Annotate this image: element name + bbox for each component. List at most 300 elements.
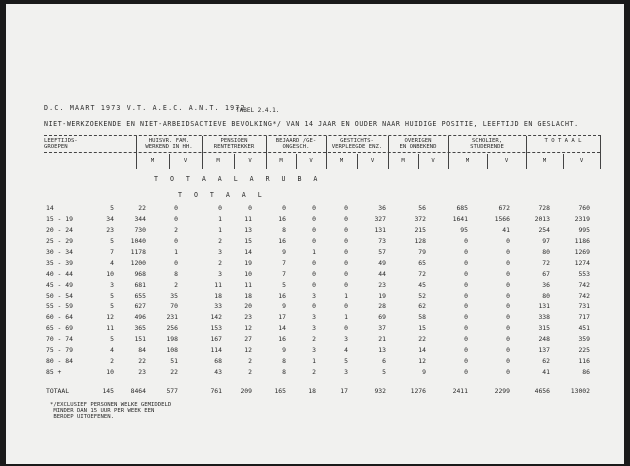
value-cell: 0	[506, 302, 510, 311]
value-cell: 730	[134, 226, 146, 235]
value-cell: 7	[282, 258, 286, 267]
value-cell: 12	[244, 346, 252, 355]
value-cell: 22	[138, 356, 146, 365]
value-cell: 86	[582, 367, 590, 376]
value-cell: 968	[134, 269, 146, 278]
value-cell: 1274	[574, 258, 590, 267]
value-cell: 3	[312, 313, 316, 322]
value-cell: 0	[312, 237, 316, 246]
table-title: NIET-WERKZOEKENDE EN NIET-ARBEIDSACTIEVE BEVOLKING*/ VAN 14 JAAR EN OUDER NAAR HUIDIGE POSITIE, LEEFTIJD EN GESLACHT.	[44, 120, 579, 128]
value-cell: 0	[344, 269, 348, 278]
age-group-cell: 70 - 74	[46, 335, 73, 344]
value-cell: 672	[498, 204, 510, 213]
value-cell: 225	[578, 346, 590, 355]
value-cell: 0	[312, 280, 316, 289]
value-cell: 2	[110, 356, 114, 365]
table-row	[40, 323, 590, 334]
value-cell: 248	[538, 335, 550, 344]
table-row	[40, 225, 590, 236]
value-cell: 728	[538, 204, 550, 213]
value-cell: 6	[382, 356, 386, 365]
value-cell: 108	[166, 346, 178, 355]
data-table	[40, 203, 590, 396]
value-cell: 11	[214, 280, 222, 289]
value-cell: 23	[244, 313, 252, 322]
value-cell: 23	[378, 280, 386, 289]
value-cell: 1186	[574, 237, 590, 246]
value-cell: 16	[278, 291, 286, 300]
value-cell: 0	[464, 367, 468, 376]
value-cell: 62	[542, 356, 550, 365]
value-cell: 1276	[410, 386, 426, 395]
value-cell: 0	[464, 248, 468, 256]
value-cell: 1	[218, 226, 222, 235]
column-header: OVERIGEN EN ONBEKEND	[399, 138, 437, 150]
value-cell: 338	[538, 313, 550, 322]
sex-label: M	[401, 158, 405, 164]
value-cell: 16	[278, 237, 286, 246]
value-cell: 33	[214, 302, 222, 311]
value-cell: 22	[170, 367, 178, 376]
table-row	[40, 268, 590, 279]
value-cell: 43	[214, 367, 222, 376]
value-cell: 1	[344, 291, 348, 300]
value-cell: 9	[282, 346, 286, 355]
value-cell: 0	[506, 237, 510, 246]
value-cell: 11	[244, 280, 252, 289]
table-row	[40, 257, 590, 268]
table-row	[40, 355, 590, 366]
total-row	[40, 377, 590, 396]
value-cell: 0	[464, 280, 468, 289]
value-cell: 209	[240, 386, 252, 395]
value-cell: 0	[344, 258, 348, 267]
age-group-cell: 14	[46, 204, 54, 213]
value-cell: 761	[210, 386, 222, 395]
value-cell: 165	[274, 386, 286, 395]
value-cell: 56	[418, 204, 426, 213]
value-cell: 1040	[130, 237, 146, 246]
age-group-cell: 40 - 44	[46, 269, 73, 278]
sex-label: M	[216, 158, 220, 164]
value-cell: 0	[312, 204, 316, 213]
value-cell: 717	[578, 313, 590, 322]
value-cell: 8	[282, 367, 286, 376]
value-cell: 2411	[452, 386, 468, 395]
value-cell: 8464	[130, 386, 146, 395]
column-header: BEJAARD /GE- ONGESCH.	[275, 138, 317, 150]
value-cell: 731	[578, 302, 590, 311]
value-cell: 365	[134, 324, 146, 333]
value-cell: 3	[312, 346, 316, 355]
column-header: PENSIOEN RENTETREKKER	[213, 138, 255, 150]
value-cell: 37	[378, 324, 386, 333]
value-cell: 0	[174, 215, 178, 224]
value-cell: 5	[110, 291, 114, 300]
value-cell: 685	[456, 204, 468, 213]
age-group-cell: 20 - 24	[46, 226, 73, 235]
value-cell: 0	[464, 302, 468, 311]
value-cell: 0	[218, 204, 222, 213]
value-cell: 0	[464, 237, 468, 246]
sex-label: V	[579, 158, 584, 164]
value-cell: 0	[464, 291, 468, 300]
value-cell: 51	[170, 356, 178, 365]
column-header: GESTICHTS- VERPLEEGDE ENZ.	[331, 138, 383, 150]
value-cell: 84	[138, 346, 146, 355]
value-cell: 0	[506, 313, 510, 322]
value-cell: 3	[312, 291, 316, 300]
column-header-box	[44, 135, 601, 169]
value-cell: 67	[542, 269, 550, 278]
value-cell: 2	[312, 335, 316, 344]
value-cell: 12	[106, 313, 114, 322]
table-row	[40, 334, 590, 345]
value-cell: 80	[542, 291, 550, 300]
age-group-cell: 65 - 69	[46, 324, 73, 333]
value-cell: 1566	[494, 215, 510, 224]
value-cell: 8	[282, 226, 286, 235]
value-cell: 0	[506, 258, 510, 267]
age-group-cell: 75 - 79	[46, 346, 73, 355]
value-cell: 17	[340, 386, 348, 395]
value-cell: 315	[538, 324, 550, 333]
value-cell: 256	[166, 324, 178, 333]
value-cell: 3	[218, 269, 222, 278]
value-cell: 1	[344, 313, 348, 322]
value-cell: 44	[378, 269, 386, 278]
value-cell: 72	[418, 269, 426, 278]
value-cell: 0	[464, 346, 468, 355]
value-cell: 0	[506, 269, 510, 278]
value-cell: 742	[578, 291, 590, 300]
value-cell: 49	[378, 258, 386, 267]
age-group-cell: 30 - 34	[46, 248, 73, 256]
value-cell: 19	[378, 291, 386, 300]
value-cell: 5	[110, 237, 114, 246]
age-group-cell: 60 - 64	[46, 313, 73, 322]
value-cell: 11	[106, 324, 114, 333]
value-cell: 0	[312, 302, 316, 311]
value-cell: 153	[210, 324, 222, 333]
value-cell: 68	[214, 356, 222, 365]
value-cell: 0	[464, 356, 468, 365]
value-cell: 0	[464, 258, 468, 267]
age-group-cell: TOTAAL	[46, 386, 70, 395]
value-cell: 5	[110, 335, 114, 344]
value-cell: 742	[578, 280, 590, 289]
value-cell: 1641	[452, 215, 468, 224]
value-cell: 655	[134, 291, 146, 300]
value-cell: 0	[312, 226, 316, 235]
sex-label: V	[504, 158, 509, 164]
value-cell: 80	[542, 248, 550, 256]
value-cell: 137	[538, 346, 550, 355]
value-cell: 0	[344, 215, 348, 224]
value-cell: 62	[418, 302, 426, 311]
value-cell: 1	[174, 248, 178, 256]
value-cell: 0	[282, 204, 286, 213]
table-row	[40, 279, 590, 290]
value-cell: 41	[542, 367, 550, 376]
value-cell: 932	[374, 386, 386, 395]
sex-label: M	[150, 158, 155, 164]
value-cell: 372	[414, 215, 426, 224]
value-cell: 198	[166, 335, 178, 344]
value-cell: 1	[218, 215, 222, 224]
value-cell: 9	[282, 302, 286, 311]
value-cell: 16	[278, 215, 286, 224]
sex-label: V	[370, 158, 375, 164]
value-cell: 97	[542, 237, 550, 246]
value-cell: 4	[110, 258, 114, 267]
value-cell: 0	[344, 237, 348, 246]
value-cell: 0	[344, 204, 348, 213]
value-cell: 2	[248, 356, 252, 365]
value-cell: 13	[244, 226, 252, 235]
sex-label: M	[542, 158, 547, 164]
value-cell: 0	[506, 291, 510, 300]
value-cell: 760	[578, 204, 590, 213]
value-cell: 0	[464, 313, 468, 322]
value-cell: 2	[312, 367, 316, 376]
value-cell: 496	[134, 313, 146, 322]
value-cell: 69	[378, 313, 386, 322]
table-row	[40, 214, 590, 225]
value-cell: 34	[106, 215, 114, 224]
value-cell: 41	[502, 226, 510, 235]
value-cell: 22	[418, 335, 426, 344]
value-cell: 45	[418, 280, 426, 289]
footnote: */EXCLUSIEF PERSONEN WELKE GEMIDDELD MINDER DAN 15 UUR PER WEEK EEN BEROEP UITOEFENEN.	[50, 402, 172, 420]
value-cell: 4656	[534, 386, 550, 395]
value-cell: 15	[418, 324, 426, 333]
subsection-title: T O T A A L	[178, 191, 266, 199]
value-cell: 73	[378, 237, 386, 246]
table-number: TABEL 2.4.1.	[236, 107, 280, 114]
value-cell: 451	[578, 324, 590, 333]
age-group-cell: 15 - 19	[46, 215, 73, 224]
value-cell: 3	[218, 248, 222, 256]
document-header: D.C. MAART 1973 V.T. A.E.C. A.N.T. 1972	[44, 104, 246, 112]
sex-label: V	[431, 158, 435, 164]
value-cell: 3	[344, 367, 348, 376]
column-header: SCHOLIER, STUDERENDE	[470, 138, 504, 150]
value-cell: 0	[506, 324, 510, 333]
value-cell: 0	[344, 226, 348, 235]
value-cell: 12	[418, 356, 426, 365]
value-cell: 2	[218, 237, 222, 246]
value-cell: 0	[506, 346, 510, 355]
value-cell: 327	[374, 215, 386, 224]
value-cell: 18	[244, 291, 252, 300]
sex-label: V	[183, 158, 188, 164]
value-cell: 7	[110, 248, 114, 256]
age-group-cell: 45 - 49	[46, 280, 73, 289]
age-group-cell: 55 - 59	[46, 302, 73, 311]
value-cell: 2	[174, 226, 178, 235]
value-cell: 0	[174, 237, 178, 246]
value-cell: 36	[378, 204, 386, 213]
value-cell: 0	[464, 324, 468, 333]
value-cell: 36	[542, 280, 550, 289]
age-group-cell: 25 - 29	[46, 237, 73, 246]
value-cell: 5	[382, 367, 386, 376]
value-cell: 114	[210, 346, 222, 355]
value-cell: 3	[312, 324, 316, 333]
sex-label: M	[339, 158, 344, 164]
table-row	[40, 366, 590, 377]
value-cell: 344	[134, 215, 146, 224]
value-cell: 10	[106, 367, 114, 376]
value-cell: 2	[174, 280, 178, 289]
scanned-page	[6, 4, 624, 464]
value-cell: 13002	[570, 386, 590, 395]
value-cell: 0	[248, 204, 252, 213]
value-cell: 0	[464, 269, 468, 278]
value-cell: 0	[174, 258, 178, 267]
value-cell: 131	[374, 226, 386, 235]
sex-label: M	[465, 158, 470, 164]
value-cell: 0	[312, 269, 316, 278]
value-cell: 5	[344, 356, 348, 365]
value-cell: 0	[464, 335, 468, 344]
table-row	[40, 247, 590, 258]
value-cell: 5	[282, 280, 286, 289]
table-row	[40, 236, 590, 247]
value-cell: 4	[344, 346, 348, 355]
table-row	[40, 301, 590, 312]
age-group-cell: 50 - 54	[46, 291, 73, 300]
value-cell: 2299	[494, 386, 510, 395]
value-cell: 0	[506, 248, 510, 256]
column-header: HUISVR. FAM. WERKEND IN HH.	[145, 138, 193, 150]
value-cell: 5	[110, 302, 114, 311]
value-cell: 254	[538, 226, 550, 235]
age-group-cell: 35 - 39	[46, 258, 73, 267]
value-cell: 20	[244, 302, 252, 311]
value-cell: 131	[538, 302, 550, 311]
value-cell: 14	[418, 346, 426, 355]
value-cell: 35	[170, 291, 178, 300]
sex-label: M	[279, 158, 283, 164]
value-cell: 8	[282, 356, 286, 365]
value-cell: 0	[506, 356, 510, 365]
sex-label: V	[309, 158, 313, 164]
table-row	[40, 345, 590, 356]
value-cell: 23	[138, 367, 146, 376]
value-cell: 145	[102, 386, 114, 395]
value-cell: 0	[506, 367, 510, 376]
value-cell: 95	[460, 226, 468, 235]
value-cell: 2319	[574, 215, 590, 224]
value-cell: 995	[578, 226, 590, 235]
value-cell: 70	[170, 302, 178, 311]
value-cell: 215	[414, 226, 426, 235]
table-row	[40, 312, 590, 323]
value-cell: 0	[506, 280, 510, 289]
value-cell: 1178	[130, 248, 146, 256]
value-cell: 128	[414, 237, 426, 246]
value-cell: 28	[378, 302, 386, 311]
value-cell: 21	[378, 335, 386, 344]
value-cell: 0	[312, 258, 316, 267]
value-cell: 167	[210, 335, 222, 344]
value-cell: 8	[174, 269, 178, 278]
age-group-cell: 80 - 84	[46, 356, 73, 365]
value-cell: 79	[418, 248, 426, 256]
column-header: T O T A A L	[544, 138, 582, 144]
value-cell: 18	[308, 386, 316, 395]
value-cell: 52	[418, 291, 426, 300]
sex-label: V	[248, 158, 252, 164]
value-cell: 553	[578, 269, 590, 278]
value-cell: 72	[542, 258, 550, 267]
value-cell: 11	[244, 215, 252, 224]
value-cell: 5	[110, 204, 114, 213]
value-cell: 627	[134, 302, 146, 311]
value-cell: 12	[244, 324, 252, 333]
value-cell: 0	[344, 248, 348, 256]
value-cell: 0	[174, 204, 178, 213]
value-cell: 9	[282, 248, 286, 256]
value-cell: 19	[244, 258, 252, 267]
value-cell: 0	[312, 215, 316, 224]
value-cell: 57	[378, 248, 386, 256]
value-cell: 16	[278, 335, 286, 344]
value-cell: 1	[312, 248, 316, 256]
value-cell: 13	[378, 346, 386, 355]
value-cell: 0	[344, 324, 348, 333]
value-cell: 0	[344, 302, 348, 311]
value-cell: 14	[278, 324, 286, 333]
column-header: LEEFTIJDS- GROEPEN	[44, 138, 78, 150]
value-cell: 65	[418, 258, 426, 267]
value-cell: 681	[134, 280, 146, 289]
value-cell: 58	[418, 313, 426, 322]
value-cell: 2	[248, 367, 252, 376]
value-cell: 18	[214, 291, 222, 300]
value-cell: 3	[344, 335, 348, 344]
value-cell: 1	[312, 356, 316, 365]
table-row	[40, 203, 590, 214]
value-cell: 10	[106, 269, 114, 278]
age-group-cell: 85 +	[46, 367, 62, 376]
value-cell: 23	[106, 226, 114, 235]
value-cell: 3	[110, 280, 114, 289]
value-cell: 7	[282, 269, 286, 278]
value-cell: 9	[422, 367, 426, 376]
value-cell: 231	[166, 313, 178, 322]
value-cell: 2013	[534, 215, 550, 224]
value-cell: 1269	[574, 248, 590, 256]
value-cell: 142	[210, 313, 222, 322]
value-cell: 116	[578, 356, 590, 365]
value-cell: 27	[244, 335, 252, 344]
value-cell: 577	[166, 386, 178, 395]
value-cell: 2	[218, 258, 222, 267]
value-cell: 151	[134, 335, 146, 344]
value-cell: 22	[138, 204, 146, 213]
section-title: T O T A A L A R U B A	[154, 175, 322, 183]
value-cell: 1200	[130, 258, 146, 267]
value-cell: 0	[506, 335, 510, 344]
value-cell: 0	[344, 280, 348, 289]
table-row	[40, 290, 590, 301]
value-cell: 359	[578, 335, 590, 344]
value-cell: 17	[278, 313, 286, 322]
value-cell: 4	[110, 346, 114, 355]
